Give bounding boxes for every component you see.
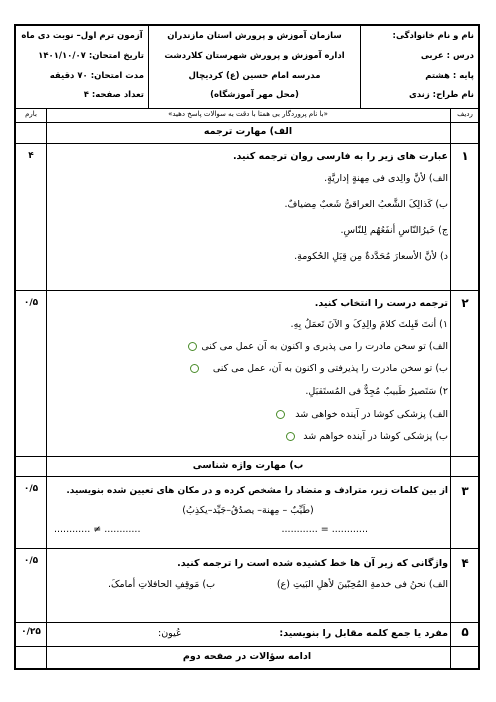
sentence-d: د) لأنَّ الأسعارَ مُحَدَّدةٌ مِن قِبَلِ الحُکومةِ. <box>294 251 448 262</box>
word-list: (طَیِّبٌ – مِهنة– یصدُقُ–جَیِّد–یکذِبُ) <box>182 505 314 516</box>
sentence-b: ب) مَوقِفِ الحافلاتِ أمامکَ. <box>108 579 216 590</box>
exam-title: آزمون ترم اول– نوبت دی ماه <box>21 31 143 41</box>
option-1b-radio[interactable] <box>190 364 199 373</box>
header-exam-info <box>16 26 148 108</box>
question-score: ۰/۵ <box>23 556 39 566</box>
question-prompt: عبارت های زیر را به فارسی روان ترجمه کنید. <box>232 151 448 162</box>
designer-label: نام طراح: زندی <box>408 90 474 100</box>
header-student-info <box>360 26 478 108</box>
option-2a-label: الف) پزشکی کوشا در آینده خواهی شد <box>295 409 448 420</box>
synonym-blank[interactable]: ............ = ............ <box>281 524 368 535</box>
option-row <box>48 404 448 426</box>
question-line <box>48 625 448 643</box>
sentence-a: الف) لأنَّ والِدی فی مِهنةٍ إداریَّةٍ. <box>324 173 448 184</box>
option-row <box>48 358 448 380</box>
question-5 <box>16 622 478 644</box>
question-number: ۵ <box>461 625 469 639</box>
exam-page <box>14 24 480 670</box>
question-score: ۰/۵ <box>23 484 39 494</box>
question-number: ۳ <box>461 484 469 498</box>
question-score: ۰/۲۵ <box>21 627 41 637</box>
answer-blanks <box>48 520 448 542</box>
divider <box>16 646 478 647</box>
option-row <box>48 426 448 448</box>
question-score: ۴ <box>28 151 34 161</box>
question-4 <box>16 548 478 618</box>
school-name: مدرسه امام حسین (ع) کردیچال <box>188 71 321 81</box>
exam-instruction: «با نام پروردگار بی همتا با دقت به سوالات پاسخ دهید» <box>168 110 328 118</box>
question-3 <box>16 476 478 548</box>
exam-duration: مدت امتحان: ۷۰ دقیقه <box>49 71 144 81</box>
option-1b-label: ب) تو سخن مادرت را پذیرفتی و اکنون به آن، عمل می کنی <box>212 363 448 374</box>
organization-name: سازمان آموزش و پرورش استان مازندران <box>167 31 342 41</box>
continued-note: ادامه سؤالات در صفحه دوم <box>182 651 312 662</box>
section-translation-heading: الف) مهارت ترجمه <box>203 126 293 137</box>
question-1 <box>16 143 478 283</box>
option-2b-radio[interactable] <box>286 432 295 441</box>
grade-label: پایه : هشتم <box>425 71 474 81</box>
sub-question-1: ۱) أنتَ قَبِلتَ کلامَ والِدِکَ و الآنَ تَعمَلُ بِهِ. <box>290 319 448 330</box>
sentence-a: الف) نحنُ فی خدمةِ المُحِبّینَ لأهلِ البَیتِ (ع) <box>276 579 448 590</box>
question-prompt: از بین کلمات زیر، مترادف و متضاد را مشخص کرده و در مکان های تعیین شده بنویسید. <box>66 486 448 496</box>
question-prompt: مفرد یا جمع کلمه مقابل را بنویسید: <box>279 628 448 639</box>
question-prompt: واژگانی که زیر آن ها خط کشیده شده است را ترجمه کنید. <box>177 558 448 569</box>
exam-date: تاریخ امتحان: ۱۴۰۱/۱۰/۰۷ <box>38 51 144 61</box>
office-name: اداره آموزش و پرورش شهرستان کلاردشت <box>164 51 345 61</box>
option-2a-radio[interactable] <box>276 410 285 419</box>
sentence-b: ب) کَذالِکَ الشَّعبُ العراقیُّ شَعبٌ مِضیافٌ. <box>284 199 448 210</box>
section-vocabulary-heading: ب) مهارت واژه شناسی <box>192 460 304 471</box>
antonym-blank[interactable]: ............ ≠ ............ <box>54 524 141 535</box>
score-header: بارم <box>25 110 37 118</box>
student-name-label: نام و نام خانوادگی: <box>392 31 474 41</box>
course-label: درس : عربی <box>420 51 474 61</box>
question-number: ۴ <box>461 556 469 570</box>
option-row <box>48 336 448 358</box>
word-to-transform: عُیون: <box>158 628 182 639</box>
sentence-c: ج) خَیرُالنّاسِ أنفَعُهُم لِلنّاسِ. <box>340 225 448 236</box>
exam-header <box>16 26 478 109</box>
header-school-info <box>148 26 360 108</box>
question-number: ۱ <box>461 149 469 163</box>
option-1a-radio[interactable] <box>188 342 197 351</box>
column-header-row <box>16 108 478 123</box>
question-prompt: ترجمه درست را انتخاب کنید. <box>314 298 448 309</box>
question-score: ۰/۵ <box>23 298 39 308</box>
option-1a-label: الف) تو سخن مادرت را می پذیری و اکنون به آن عمل می کنی <box>201 341 448 352</box>
divider <box>16 456 478 457</box>
page-count: تعداد صفحه: ۴ <box>83 90 144 100</box>
question-number: ۲ <box>461 296 469 310</box>
sub-question-2: ۲) سَتَصیرُ طَبیبٌ مُجِدٌّ فی المُستَقبَلِ. <box>305 386 448 397</box>
stamp-placeholder: (محل مهر آموزشگاه) <box>210 90 299 100</box>
option-2b-label: ب) پزشکی کوشا در آینده خواهم شد <box>303 431 448 442</box>
sentences-row <box>48 573 448 597</box>
question-2 <box>16 290 478 460</box>
row-number-header: ردیف <box>457 110 473 118</box>
